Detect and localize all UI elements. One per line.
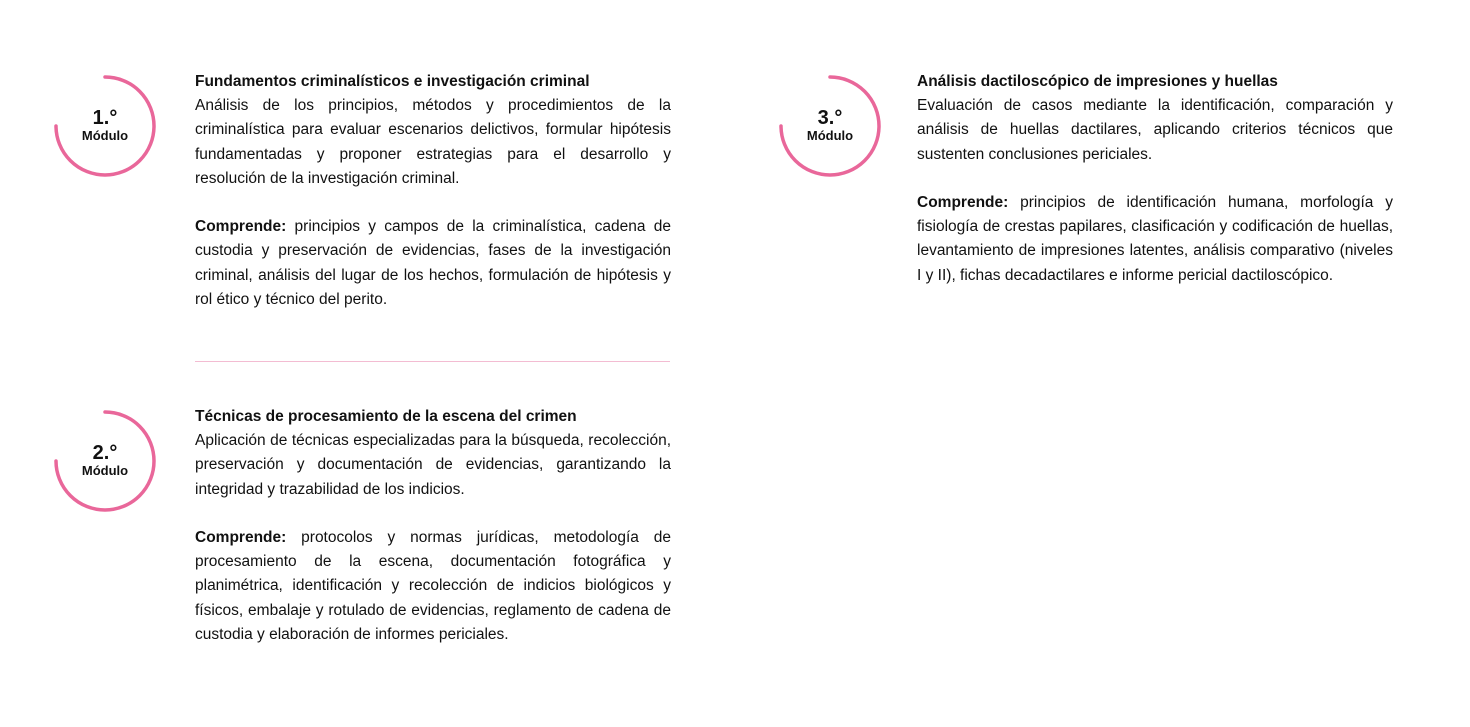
module-description: Aplicación de técnicas especializadas para la búsqueda, recolección, preservación y documentación de evidencias, garantizando la integridad y trazabilidad de los indicios. bbox=[195, 432, 671, 498]
module-badge bbox=[54, 75, 156, 177]
module-description: Análisis de los principios, métodos y procedimientos de la criminalística para evaluar escenarios delictivos, formular hipótesis fundamentadas y proponer estrategias para el desarrollo y resolución de la investigación criminal. bbox=[195, 97, 671, 187]
module-title: Técnicas de procesamiento de la escena del crimen bbox=[195, 408, 577, 425]
includes-text: protocolos y normas jurídicas, metodología de procesamiento de la escena, documentación fotográfica y planimétrica, identificación y recolección de indicios biológicos y físicos, embalaje y rotulado de evidencias, reglamento de cadena de custodia y elaboración de informes periciales. bbox=[195, 528, 671, 644]
module-label: Módulo bbox=[81, 128, 129, 143]
module-title: Fundamentos criminalísticos e investigación criminal bbox=[195, 73, 590, 90]
module-label: Módulo bbox=[81, 463, 129, 478]
module-label: Módulo bbox=[806, 128, 854, 143]
module-includes bbox=[917, 191, 1393, 288]
module-number: 2.° bbox=[92, 442, 118, 464]
includes-label: Comprende: bbox=[917, 193, 1009, 211]
module-number: 1.° bbox=[92, 107, 118, 129]
includes-label: Comprende: bbox=[195, 218, 287, 236]
module-content bbox=[195, 70, 671, 312]
includes-label: Comprende: bbox=[195, 528, 287, 546]
section-divider bbox=[195, 361, 670, 362]
module-title: Análisis dactiloscópico de impresiones y huellas bbox=[917, 73, 1278, 90]
module-content bbox=[195, 405, 671, 647]
includes-text: principios de identificación humana, morfología y fisiología de crestas papilares, clasificación y codificación de huellas, levantamiento de impresiones latentes, análisis comparativo (niveles I y II), fichas decadactilares e informe pericial dactiloscópico. bbox=[917, 193, 1393, 284]
module-content bbox=[917, 70, 1393, 288]
module-description: Evaluación de casos mediante la identificación, comparación y análisis de huellas dactilares, aplicando criterios técnicos que sustenten conclusiones periciales. bbox=[917, 97, 1393, 163]
module-badge bbox=[54, 410, 156, 512]
module-includes bbox=[195, 526, 671, 647]
module-badge bbox=[779, 75, 881, 177]
module-number: 3.° bbox=[817, 107, 843, 129]
includes-text: principios y campos de la criminalística, cadena de custodia y preservación de evidencias, fases de la investigación criminal, análisis del lugar de los hechos, formulación de hipótesis y rol ético y técnico del perito. bbox=[195, 218, 671, 309]
module-includes bbox=[195, 215, 671, 312]
